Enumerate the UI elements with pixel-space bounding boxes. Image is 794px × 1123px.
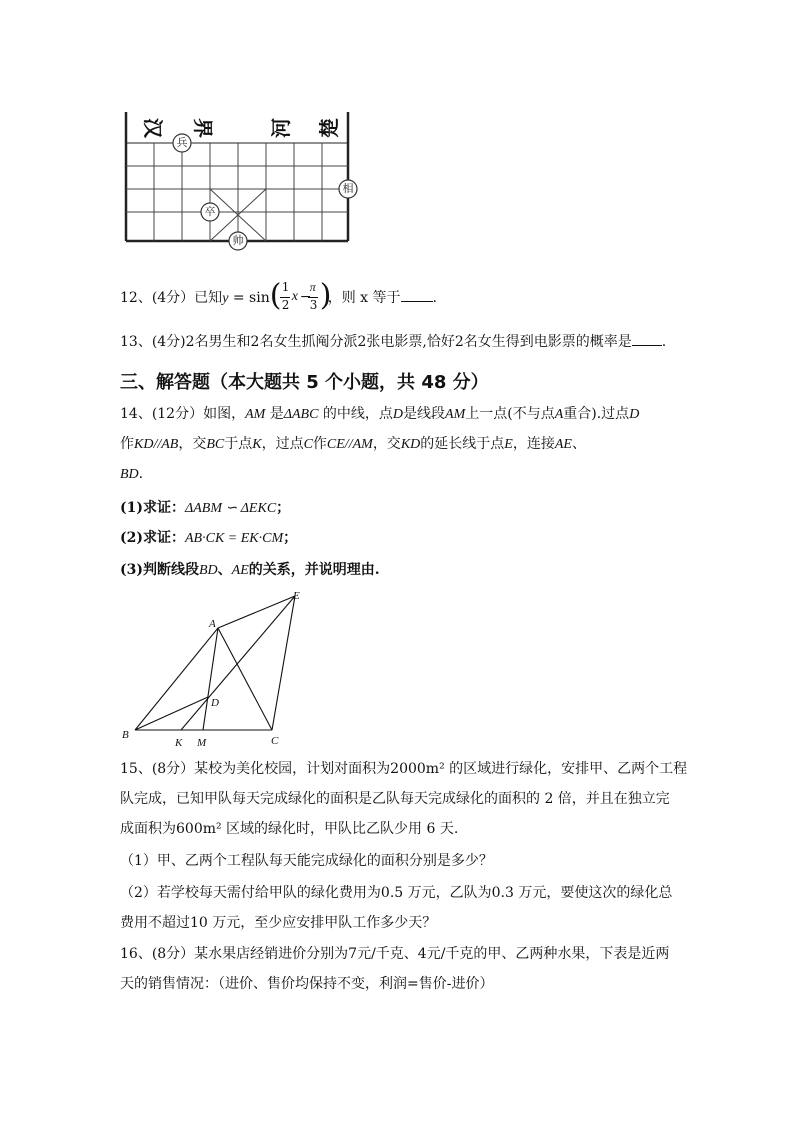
q14-line2-seg: ，连接 (512, 436, 555, 452)
river-char-han: 汉 (141, 118, 163, 138)
q14-line2-seg: 的延长线于点 (420, 436, 505, 452)
section-3-title: 三、解答题（本大题共 5 个小题，共 48 分） (120, 372, 489, 393)
q14-line-3 (120, 464, 690, 485)
label-B: B (122, 729, 129, 741)
q14-line2-seg: 、 (571, 436, 586, 452)
q14-line2-seg: BC (206, 437, 225, 452)
label-C: C (271, 735, 279, 747)
label-K: K (175, 737, 183, 749)
q12-minus: − (299, 289, 312, 305)
q12-x: x (291, 289, 298, 304)
q14-line2-seg: 作 (120, 436, 134, 452)
q16-line-1: 16、(8分）某水果店经销进价分别为7元/千克、4元/千克的甲、乙两种水果，下表是近两 (120, 946, 670, 962)
q14-line1-seg: D (629, 407, 640, 422)
q14-line2-seg: CE//AM (326, 437, 373, 452)
q14-line1-seg: D (392, 407, 404, 422)
q12-end: . (432, 290, 437, 306)
q14-line2-seg: ，交 (372, 436, 401, 452)
chess-board-figure (118, 110, 358, 252)
label-D: D (211, 697, 219, 709)
river-char-he: 河 (271, 118, 293, 138)
q15-line-3: 成面积为600m² 区域的绿化时，甲队比乙队少用 6 天. (120, 821, 459, 837)
q14-line2-seg: KD (400, 437, 421, 452)
piece-zu-label: 卒 (204, 206, 216, 218)
q14-sub3-seg: (3)判断线段 (120, 562, 199, 578)
q13-text: 13、(4分)2名男生和2名女生抓阄分派2张电影票,恰好2名女生得到电影票的概率是 (120, 334, 632, 350)
piece-shuai-label: 帅 (232, 235, 244, 247)
q14-line2-seg: AE (554, 437, 572, 452)
q14-line1-seg: 重合).过点 (563, 406, 630, 422)
triangle-figure (115, 588, 315, 753)
piece-xiang (339, 180, 357, 198)
q16-line-2: 天的销售情况：（进价、售价均保持不变，利润=售价-进价） (120, 976, 494, 992)
q14-line3-seg: BD (120, 467, 139, 482)
q14-line2-seg: K (252, 437, 262, 452)
q15-sub-1: （1）甲、乙两个工程队每天能完成绿化的面积分别是多少？ (120, 853, 493, 869)
q15-sub-2b: 费用不超过10 万元，至少应安排甲队工作多少天？ (120, 915, 437, 931)
q14-sub2-seg: ； (283, 530, 298, 546)
q14-sub2-seg: AB·CK = EK·CM (185, 531, 284, 546)
label-E: E (293, 590, 300, 602)
q12-frac1-den: 2 (281, 298, 290, 312)
q14-line2-seg: 于点 (224, 436, 253, 452)
q14-sub3-seg: AE (231, 563, 249, 578)
q14-line1-seg: 上一点(不与点 (465, 406, 555, 422)
q14-sub-2 (120, 528, 690, 549)
q14-line1-seg: 的中线，点 (318, 406, 393, 422)
question-12 (120, 278, 690, 313)
q14-line2-seg: 作 (312, 436, 327, 452)
q12-formula: ( 1 2 x − π 3 ) (269, 278, 332, 313)
river-char-jie: 界 (191, 118, 213, 138)
q15-line-1: 15、(8分）某校为美化校园，计划对面积为2000m² 的区域进行绿化，安排甲、乙两个工程 (120, 761, 688, 777)
q14-line1-seg: 是线段 (403, 406, 446, 422)
q13-answer-blank[interactable] (632, 345, 662, 346)
q14-line2-seg: ，过点 (261, 436, 304, 452)
q14-sub1-seg: ； (276, 500, 291, 516)
q14-line-2 (120, 434, 690, 455)
q14-sub3-seg: BD (199, 563, 218, 578)
q14-line1-seg: 14、(12分）如图， (120, 406, 246, 422)
q12-prefix: 12、(4分）已知 (120, 290, 223, 306)
q14-line2-seg: C (303, 437, 313, 452)
label-A: A (209, 618, 216, 630)
q14-line1-seg: AM (445, 407, 466, 422)
q14-sub1-seg: ΔABM ∽ ΔEKC (185, 501, 277, 516)
label-M: M (197, 737, 207, 749)
q12-frac1-num: 1 (281, 280, 290, 294)
q12-eq: = sin (228, 290, 270, 306)
q14-sub-3 (120, 560, 690, 581)
q12-three: 3 (309, 298, 318, 312)
q14-sub2-seg: (2)求证： (120, 530, 185, 546)
q14-line1-seg: ΔABC (283, 407, 319, 422)
q14-line2-seg: KD//AB (134, 437, 179, 452)
q12-y: y (222, 291, 229, 306)
question-13 (120, 332, 690, 352)
q14-line2-seg: E (504, 437, 513, 452)
q14-line1-seg: A (554, 407, 564, 422)
q13-end: . (661, 334, 667, 350)
q14-sub3-seg: 、 (217, 562, 232, 578)
q14-line1-seg: 是 (265, 406, 284, 422)
piece-shuai (229, 232, 247, 250)
q14-sub1-seg: (1)求证： (120, 500, 185, 516)
q14-line3-seg: . (138, 466, 144, 482)
q14-line1-seg: AM (245, 407, 266, 422)
piece-xiang-label: 相 (342, 183, 354, 195)
q12-suffix: ，则 x 等于 (327, 290, 401, 306)
piece-zu (201, 203, 219, 221)
piece-bing (173, 134, 191, 152)
piece-bing-label: 兵 (176, 137, 188, 149)
q14-sub-1 (120, 498, 690, 519)
q14-sub3-seg: 的关系，并说明理由. (248, 562, 380, 578)
q15-sub-2a: （2）若学校每天需付给甲队的绿化费用为0.5 万元，乙队为0.3 万元，要使这次的绿化总 (120, 885, 673, 901)
q14-line-1 (120, 404, 690, 425)
q14-line2-seg: ，交 (178, 436, 207, 452)
q12-answer-blank[interactable] (401, 301, 433, 302)
q12-pi: π (309, 280, 316, 294)
river-char-chu: 楚 (319, 118, 341, 138)
q15-line-2: 队完成，已知甲队每天完成绿化的面积是乙队每天完成绿化的面积的 2 倍，并且在独立完 (120, 791, 670, 807)
